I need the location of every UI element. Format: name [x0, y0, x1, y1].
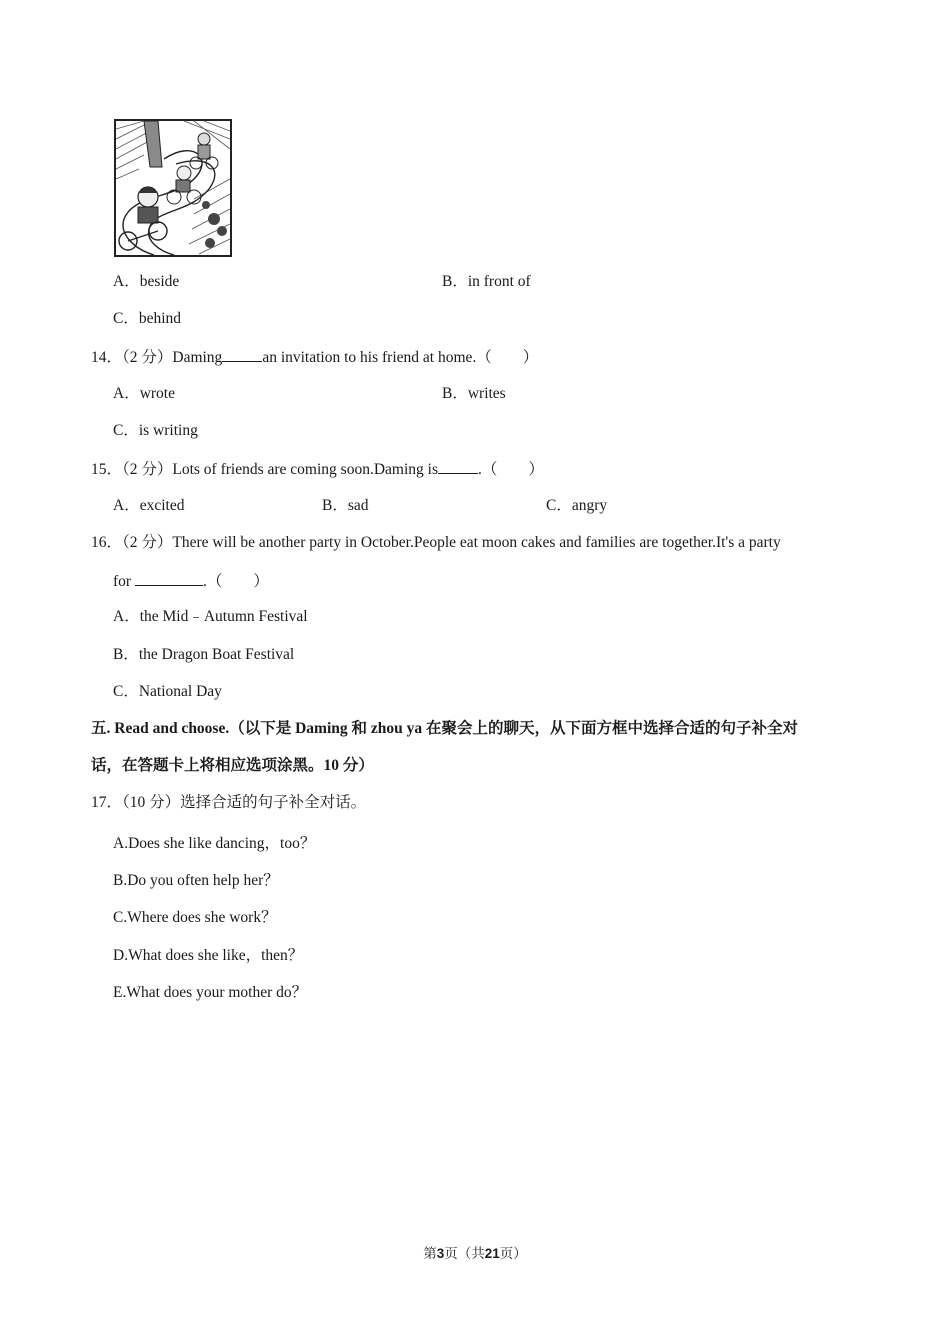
- answer-blank: [222, 346, 262, 362]
- stem-text: for: [113, 573, 135, 590]
- stem-text: .（ ）: [202, 573, 269, 590]
- answer-blank: [438, 458, 478, 474]
- stem-text: 14．（2 分）Daming: [91, 349, 223, 366]
- option-c: C．angry: [546, 497, 608, 514]
- option-b: B．the Dragon Boat Festival: [113, 646, 295, 663]
- section-heading: 五. Read and choose.（以下是 Daming 和 zhou ya 在聚会上的聊天，从下面方框中选择合适的句子补全对: [91, 720, 799, 737]
- stem-text: 15．（2 分）Lots of friends are coming soon.Daming is: [91, 461, 438, 478]
- option-b: B．sad: [322, 497, 369, 514]
- option-c: C．is writing: [113, 422, 198, 439]
- option-b: B．writes: [442, 385, 506, 402]
- option-a: A．excited: [113, 497, 185, 514]
- option-c: C．behind: [113, 310, 182, 327]
- page-footer: [0, 1244, 950, 1264]
- question-15-stem: [91, 458, 544, 480]
- total-pages: 21: [484, 1246, 500, 1261]
- footer-text: 第: [423, 1246, 437, 1261]
- choice-b: B.Do you often help her？: [113, 872, 279, 889]
- option-a: A．wrote: [113, 385, 175, 402]
- stem-text: .（ ）: [477, 461, 544, 478]
- option-a: A．beside: [113, 273, 180, 290]
- option-b: B．in front of: [442, 273, 531, 290]
- section-heading-cont: 话，在答题卡上将相应选项涂黑。10 分）: [91, 757, 374, 774]
- question-14-stem: [91, 346, 538, 368]
- question-17-stem: 17．（10 分）选择合适的句子补全对话。: [91, 794, 367, 811]
- bicycles-illustration: [114, 119, 232, 257]
- answer-blank: [135, 570, 203, 586]
- choice-a: A.Does she like dancing，too？: [113, 835, 316, 852]
- footer-text: 页（共: [444, 1246, 485, 1261]
- choice-c: C.Where does she work？: [113, 909, 277, 926]
- question-16-stem-cont: [113, 570, 269, 592]
- choice-e: E.What does your mother do？: [113, 984, 308, 1001]
- option-a: A．the Mid﹣Autumn Festival: [113, 608, 308, 625]
- page-number: 3: [436, 1246, 445, 1261]
- choice-d: D.What does she like，then？: [113, 947, 304, 964]
- stem-text: an invitation to his friend at home.（ ）: [262, 349, 539, 366]
- option-c: C．National Day: [113, 683, 222, 700]
- question-16-stem: 16．（2 分）There will be another party in October.People eat moon cakes and families are together.It's a party: [91, 534, 781, 551]
- footer-text: 页）: [499, 1246, 527, 1261]
